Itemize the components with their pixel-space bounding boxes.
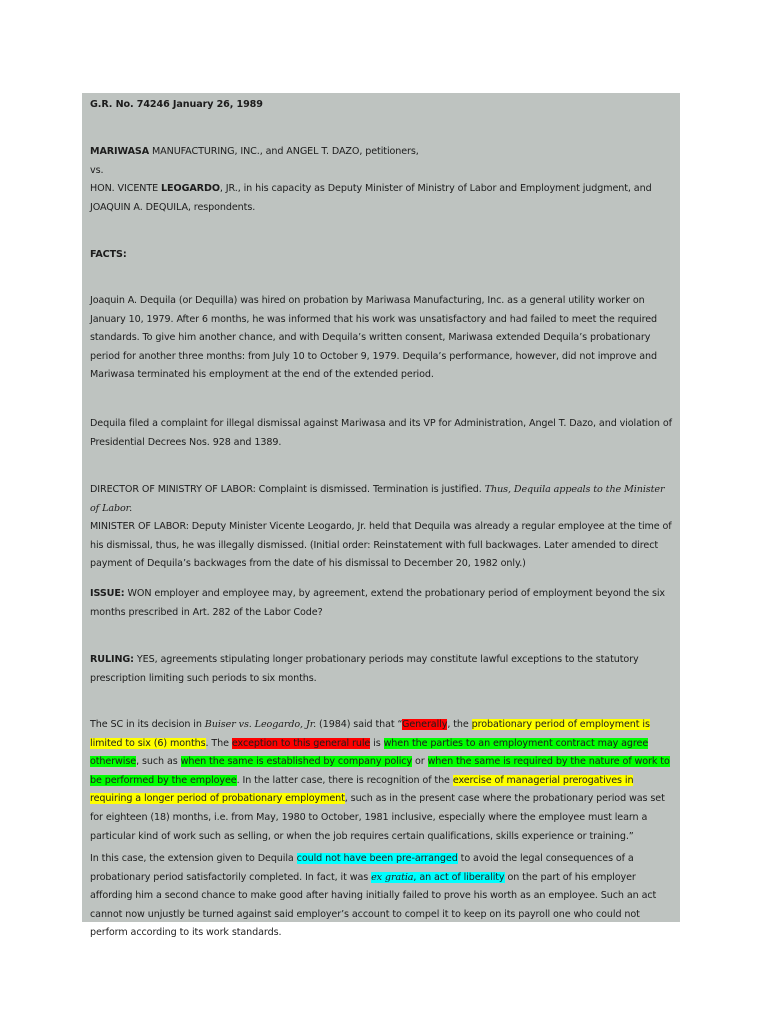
- petitioners-line: MARIWASA MANUFACTURING, INC., and ANGEL T. DAZO, petitioners,: [90, 146, 419, 157]
- minister-ruling: MINISTER OF LABOR: Deputy Minister Vicente Leogardo, Jr. held that Dequila was already a regular employee at the time of his dismissal, thus, he was illegally dismissed. (Initial order: Reinstatement with full backwages. Later amended to direct payment of Dequila’s backwages from the date of his dismissal to December 20, 1982 only.): [90, 521, 672, 570]
- highlight-company-policy: when the same is established by company policy: [180, 756, 413, 768]
- facts-heading: FACTS:: [90, 249, 127, 260]
- highlight-exception: exception to this general rule: [231, 737, 371, 749]
- case-citation: G.R. No. 74246 January 26, 1989: [90, 99, 263, 110]
- issue-section: ISSUE: WON employer and employee may, by agreement, extend the probationary period of employment beyond the six months prescribed in Art. 282 of the Labor Code?: [90, 588, 665, 618]
- respondents-line: HON. VICENTE LEOGARDO, JR., in his capacity as Deputy Minister of Ministry of Labor and Employment judgment, and JOAQUIN A. DEQUILA, respondents.: [90, 183, 652, 213]
- lower-rulings: [90, 481, 675, 574]
- case-parties: [90, 143, 675, 217]
- highlight-managerial-prerogative: exercise of managerial prerogatives in requiring a longer period of probationary employment: [90, 774, 634, 805]
- vs-line: vs.: [90, 164, 104, 176]
- highlight-liberality: , an act of liberality: [413, 871, 505, 883]
- highlight-pre-arranged: could not have been pre-arranged: [296, 853, 458, 864]
- highlight-agreement: when the parties to an employment contract may agree otherwise: [90, 737, 649, 768]
- ruling-section: RULING: YES, agreements stipulating longer probationary periods may constitute lawful exceptions to the statutory prescription limiting such periods to six months.: [90, 654, 639, 684]
- document-page: [82, 93, 680, 939]
- sc-decision-paragraph: The SC in its decision in Buiser vs. Leogardo, Jr. (1984) said that “Generally, the probationary period of employment is limited to six (6) months. The exception to this general rule is when the parties to an employment contract may agree otherwise, such as when the same is established by company policy or when the same is required by the nature of work to be performed by the employee. In the latter case, there is recognition of the exercise of managerial prerogatives in requiring a longer period of probationary employment, such as in the present case where the probationary period was set for eighteen (18) months, i.e. from May, 1980 to October, 1981 inclusive, especially where the employee must learn a particular kind of work such as selling, or when the job requires certain qualifications, skills experience or training.”: [90, 719, 670, 842]
- highlight-generally: Generally: [402, 719, 448, 730]
- director-ruling: DIRECTOR OF MINISTRY OF LABOR: Complaint is dismissed. Termination is justified. Thus, Dequila appeals to the Minister of Labor.: [90, 484, 665, 514]
- highlight-ex-gratia: ex gratia: [371, 871, 414, 883]
- highlight-limited: probationary period of employment is limited to six (6) months: [90, 719, 650, 749]
- highlight-nature-of-work: when the same is required by the nature of work to be performed by the employee: [90, 756, 670, 786]
- facts-paragraph-1: Joaquin A. Dequila (or Dequilla) was hired on probation by Mariwasa Manufacturing, Inc. as a general utility worker on January 10, 1979. After 6 months, he was informed that his work was unsatisfactory and had failed to meet the required standards. To give him another chance, and with Dequila’s written consent, Mariwasa extended Dequila’s probationary period for another three months: from July 10 to October 9, 1979. Dequila’s performance, however, did not improve and Mariwasa terminated his employment at the end of the extended period.: [90, 295, 658, 381]
- final-paragraph: In this case, the extension given to Dequila could not have been pre-arranged to avoid the legal consequences of a probationary period satisfactorily completed. In fact, it was ex gratia, an act of liberality on the part of his employer affording him a second chance to make good after having initially failed to prove his worth as an employee. Such an act cannot now unjustly be turned against said employer’s account to compel it to keep on its payroll one who could not perform according to its work standards.: [90, 853, 657, 939]
- facts-paragraph-2: Dequila filed a complaint for illegal dismissal against Mariwasa and its VP for Administration, Angel T. Dazo, and violation of Presidential Decrees Nos. 928 and 1389.: [90, 418, 672, 448]
